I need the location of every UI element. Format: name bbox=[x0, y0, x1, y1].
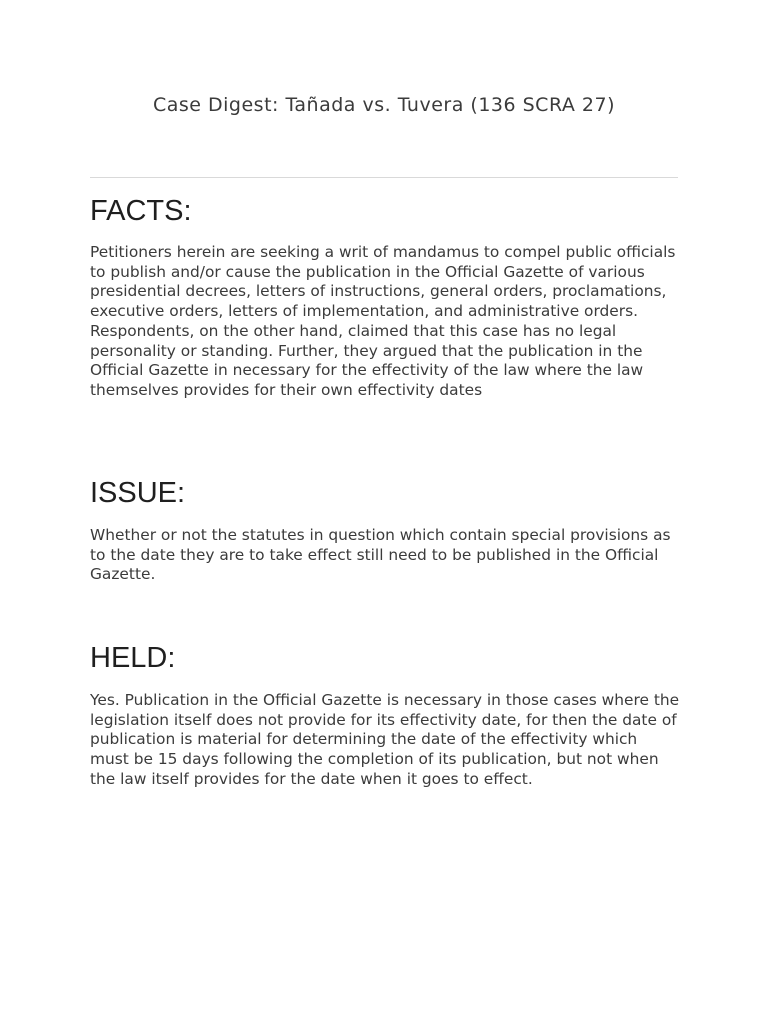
issue-section bbox=[90, 476, 680, 585]
held-section bbox=[90, 641, 680, 790]
page-title: Case Digest: Tañada vs. Tuvera (136 SCRA 27) bbox=[152, 94, 616, 116]
issue-body: Whether or not the statutes in question which contain special provisions as to the date they are to take effect still need to be published in the Official Gazette. bbox=[90, 526, 671, 584]
issue-heading: ISSUE: bbox=[90, 477, 186, 509]
held-body: Yes. Publication in the Official Gazette is necessary in those cases where the legislation itself does not provide for its effectivity date, for then the date of publication is material for determining the date of the effectivity which must be 15 days following the completion of its publication, but not when the law itself provides for the date when it goes to effect. bbox=[90, 691, 680, 788]
held-heading: HELD: bbox=[90, 642, 176, 674]
facts-heading: FACTS: bbox=[90, 195, 192, 227]
title-divider bbox=[90, 177, 678, 178]
facts-section bbox=[90, 194, 680, 401]
facts-body: Petitioners herein are seeking a writ of mandamus to compel public officials to publish and/or cause the publication in the Official Gazette of various presidential decrees, letters of instructions, general orders, proclamations, executive orders, letters of implementation, and administrative orders. Respondents, on the other hand, claimed that this case has no legal personality or standing. Further, they argued that the publication in the Official Gazette in necessary for the effectivity of the law where the law themselves provides for their own effectivity dates bbox=[90, 243, 676, 399]
